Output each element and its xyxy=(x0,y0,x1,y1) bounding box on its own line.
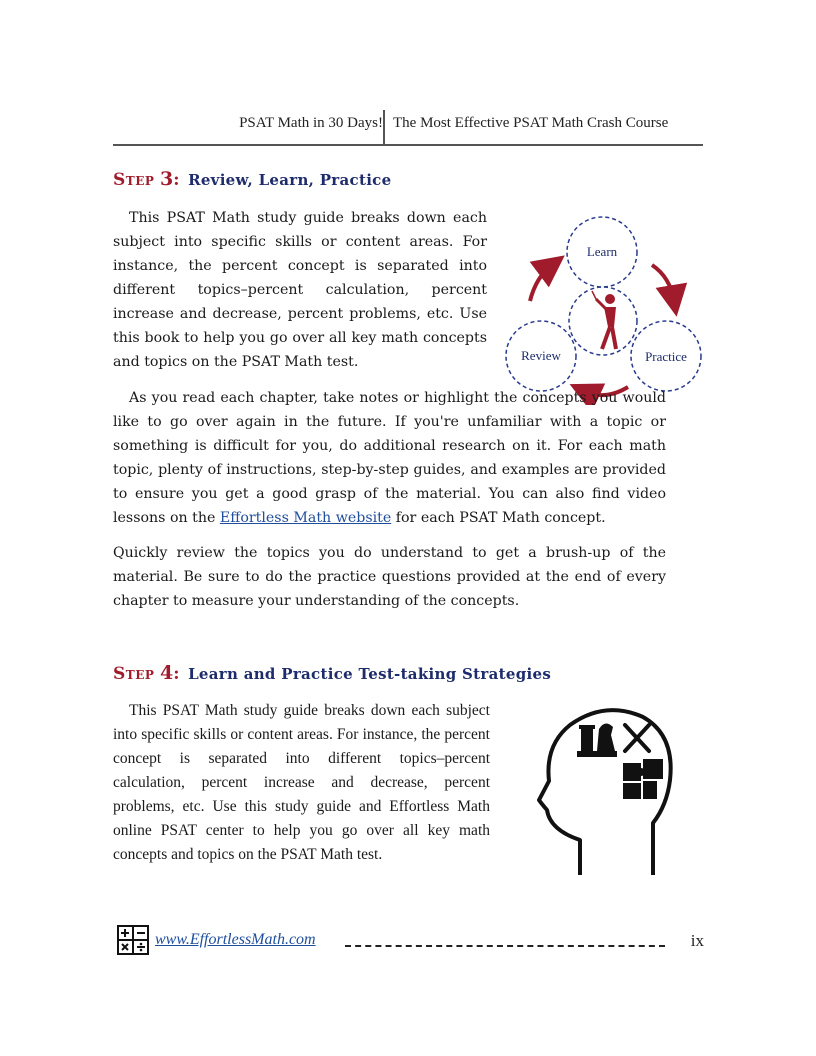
step3-paragraph-2 xyxy=(113,386,666,530)
math-operators-logo-icon xyxy=(117,925,149,955)
learn-label: Learn xyxy=(586,244,618,259)
learn-practice-review-cycle xyxy=(500,215,710,405)
step3-number: 3 xyxy=(159,168,174,190)
footer-website-link[interactable]: www.EffortlessMath.com xyxy=(155,931,316,948)
step3-paragraph-2-end: for each PSAT Math concept. xyxy=(391,510,606,526)
review-label: Review xyxy=(521,348,561,363)
step3-heading xyxy=(113,168,391,190)
strategy-head-icon xyxy=(535,705,675,880)
step3-paragraph-2-text: As you read each chapter, take notes or highlight the concepts you would like to go over again in the future. If you're unfamiliar with a topic or something is difficult for you, do additional research on it. For each math topic, plenty of instructions, step-by-step guides, and examples are provided to ensure you get a good grasp of the material. You can also find video lessons on the xyxy=(113,390,666,526)
step4-colon: : xyxy=(173,664,180,684)
step3-paragraph-1: This PSAT Math study guide breaks down each subject into specific skills or content areas. For instance, the percent concept is separated into different topics–percent calculation, percent increase and decrease, percent problems, etc. Use this book to help you go over all key math concepts and topics on the PSAT Math test. xyxy=(113,210,487,370)
step4-heading xyxy=(113,662,551,684)
step3-title: Review, Learn, Practice xyxy=(188,171,392,189)
header-book-title: PSAT Math in 30 Days! xyxy=(239,115,383,131)
step4-word: Step xyxy=(113,664,155,684)
arrow-review-to-learn xyxy=(530,265,552,301)
step3-colon: : xyxy=(173,170,180,190)
running-header xyxy=(113,110,703,146)
page-footer xyxy=(117,925,707,957)
arrow-learn-to-practice xyxy=(652,265,674,301)
footer-leader-line xyxy=(345,945,665,947)
effortless-math-website-link[interactable]: Effortless Math website xyxy=(219,510,392,526)
step3-word: Step xyxy=(113,170,155,190)
step3-paragraph-3: Quickly review the topics you do understand to get a brush-up of the material. Be sure to do the practice questions provided at the end of every chapter to measure your understanding of the concepts. xyxy=(113,545,666,609)
step4-paragraph: This PSAT Math study guide breaks down each subject into specific skills or content areas. For instance, the percent concept is separated into different topics–percent calculation, percent increase and decrease, percent problems, etc. Use this study guide and Effortless Math online PSAT center to help you go over all key math concepts and topics on the PSAT Math test. xyxy=(113,702,490,863)
golfer-icon xyxy=(592,291,616,349)
step4-number: 4 xyxy=(159,662,174,684)
chess-pieces-icon xyxy=(577,723,617,757)
header-subtitle: The Most Effective PSAT Math Crash Course xyxy=(393,115,669,131)
step4-title: Learn and Practice Test-taking Strategies xyxy=(188,665,552,683)
tools-icon xyxy=(625,725,649,751)
practice-label: Practice xyxy=(645,349,687,364)
header-divider xyxy=(383,110,385,144)
puzzle-icon xyxy=(623,759,663,799)
page-number: ix xyxy=(690,931,704,950)
